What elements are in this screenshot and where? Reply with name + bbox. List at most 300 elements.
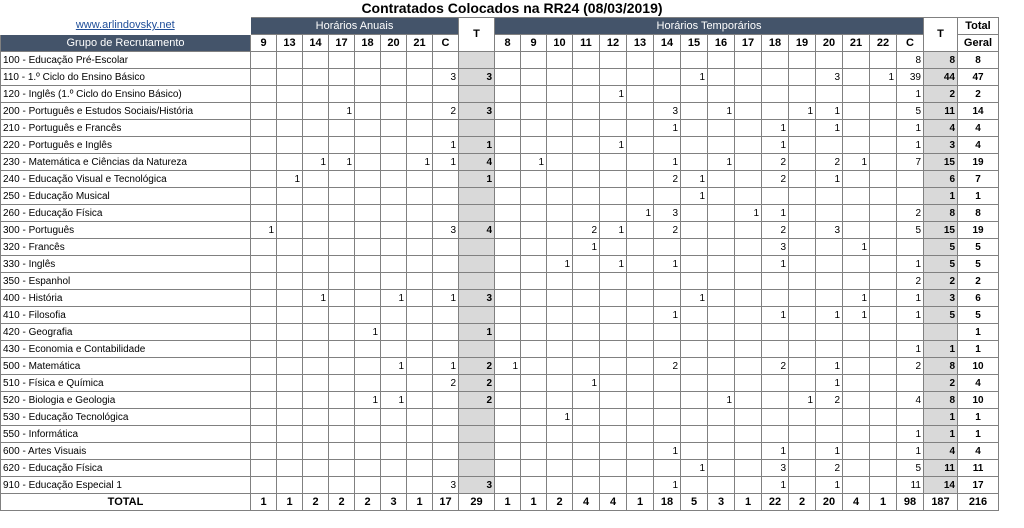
anual-cell xyxy=(329,392,355,409)
temp-cell xyxy=(816,188,843,205)
temp-cell xyxy=(870,103,897,120)
temp-cell xyxy=(495,392,521,409)
temp-col-header: C xyxy=(897,35,924,52)
temp-total-sum: 4 xyxy=(843,494,870,511)
temp-cell xyxy=(521,392,547,409)
anual-cell xyxy=(329,375,355,392)
temp-cell xyxy=(735,477,762,494)
temp-cell xyxy=(654,392,681,409)
table-row xyxy=(1,154,999,171)
temp-cell xyxy=(843,460,870,477)
anual-cell xyxy=(303,324,329,341)
anual-total-cell xyxy=(459,273,495,290)
temp-cell xyxy=(681,120,708,137)
temp-cell xyxy=(521,426,547,443)
temp-col-header: 11 xyxy=(573,35,600,52)
temp-cell xyxy=(843,409,870,426)
anual-cell xyxy=(251,443,277,460)
anual-cell xyxy=(381,409,407,426)
temp-cell xyxy=(627,137,654,154)
temp-cell xyxy=(762,69,789,86)
anual-total-cell: 2 xyxy=(459,375,495,392)
anual-cell: 3 xyxy=(433,477,459,494)
temp-cell: 1 xyxy=(762,443,789,460)
anual-cell xyxy=(329,52,355,69)
temp-cell xyxy=(547,239,573,256)
temp-cell xyxy=(627,460,654,477)
temp-total-sum: 1 xyxy=(495,494,521,511)
temp-cell xyxy=(627,154,654,171)
group-name: 600 - Artes Visuais xyxy=(1,443,251,460)
anual-cell: 1 xyxy=(433,137,459,154)
table-row xyxy=(1,171,999,188)
temp-cell xyxy=(708,460,735,477)
anual-total-cell xyxy=(459,205,495,222)
group-name: 620 - Educação Física xyxy=(1,460,251,477)
temp-cell: 1 xyxy=(654,477,681,494)
anual-cell xyxy=(329,341,355,358)
anual-col-header: 9 xyxy=(251,35,277,52)
temp-cell xyxy=(708,239,735,256)
anual-cell: 2 xyxy=(433,103,459,120)
temp-cell xyxy=(495,290,521,307)
temp-cell xyxy=(735,290,762,307)
temp-cell: 1 xyxy=(681,69,708,86)
temp-cell: 3 xyxy=(762,460,789,477)
anual-cell xyxy=(251,86,277,103)
temp-total-cell: 1 xyxy=(924,409,958,426)
table-row xyxy=(1,324,999,341)
temp-cell xyxy=(573,137,600,154)
anual-cell xyxy=(277,273,303,290)
anual-cell xyxy=(303,137,329,154)
temp-cell xyxy=(600,273,627,290)
temp-cell xyxy=(627,222,654,239)
temp-cell xyxy=(547,120,573,137)
temp-cell xyxy=(762,392,789,409)
anual-cell xyxy=(381,69,407,86)
temp-cell xyxy=(735,443,762,460)
anual-cell xyxy=(355,154,381,171)
temp-cell xyxy=(762,409,789,426)
temp-cell xyxy=(897,409,924,426)
anual-cell xyxy=(277,239,303,256)
table-row xyxy=(1,273,999,290)
temp-cell: 1 xyxy=(897,256,924,273)
temp-cell xyxy=(735,120,762,137)
temp-cell xyxy=(816,324,843,341)
grand-total: 216 xyxy=(958,494,999,511)
anual-cell xyxy=(303,120,329,137)
temp-cell: 1 xyxy=(600,86,627,103)
table-row xyxy=(1,205,999,222)
temp-cell: 1 xyxy=(816,307,843,324)
temp-cell xyxy=(843,477,870,494)
temp-cell xyxy=(762,52,789,69)
anual-cell xyxy=(433,171,459,188)
temp-total-sum: 20 xyxy=(816,494,843,511)
temp-cell xyxy=(708,86,735,103)
temp-cell xyxy=(654,290,681,307)
temp-cell xyxy=(897,375,924,392)
temp-cell xyxy=(495,120,521,137)
anual-cell xyxy=(355,426,381,443)
anual-cell xyxy=(433,392,459,409)
anual-cell xyxy=(251,154,277,171)
temp-cell xyxy=(521,290,547,307)
anual-cell xyxy=(329,137,355,154)
temp-total-cell: 2 xyxy=(924,375,958,392)
anual-cell xyxy=(329,69,355,86)
anual-total-cell: 3 xyxy=(459,69,495,86)
anual-cell xyxy=(381,120,407,137)
temp-cell xyxy=(870,477,897,494)
temp-total-cell: 11 xyxy=(924,103,958,120)
temp-total-cell: 14 xyxy=(924,477,958,494)
temp-cell xyxy=(843,69,870,86)
temp-cell xyxy=(789,205,816,222)
temp-cell xyxy=(708,341,735,358)
temp-cell xyxy=(762,273,789,290)
temp-cell xyxy=(735,171,762,188)
anual-cell: 1 xyxy=(329,103,355,120)
anual-cell xyxy=(251,188,277,205)
total-geral-cell: 1 xyxy=(958,426,999,443)
temp-cell xyxy=(870,222,897,239)
anual-cell xyxy=(355,307,381,324)
temp-cell xyxy=(843,392,870,409)
anual-cell xyxy=(355,52,381,69)
table-row xyxy=(1,358,999,375)
anual-cell xyxy=(329,239,355,256)
temp-cell xyxy=(627,290,654,307)
anual-total-cell xyxy=(459,256,495,273)
temp-cell xyxy=(600,341,627,358)
anual-cell xyxy=(407,358,433,375)
total-geral-cell: 5 xyxy=(958,239,999,256)
temp-cell xyxy=(521,69,547,86)
anual-cell xyxy=(277,205,303,222)
temp-cell xyxy=(521,443,547,460)
anual-cell xyxy=(407,443,433,460)
table-row xyxy=(1,392,999,409)
temp-total-cell: 8 xyxy=(924,392,958,409)
anual-cell xyxy=(407,239,433,256)
temp-cell xyxy=(547,375,573,392)
total-geral-cell: 4 xyxy=(958,137,999,154)
anual-cell xyxy=(381,324,407,341)
anual-total-cell: 3 xyxy=(459,290,495,307)
temp-cell xyxy=(495,222,521,239)
temp-total-cell: 4 xyxy=(924,443,958,460)
anual-cell xyxy=(355,256,381,273)
temp-cell xyxy=(681,358,708,375)
temp-cell xyxy=(816,341,843,358)
anual-cell xyxy=(277,103,303,120)
temp-cell xyxy=(600,120,627,137)
temp-cell xyxy=(547,188,573,205)
total-geral-cell: 8 xyxy=(958,52,999,69)
temp-cell xyxy=(708,256,735,273)
anual-cell xyxy=(407,137,433,154)
temp-col-header: 8 xyxy=(495,35,521,52)
temp-col-header: 12 xyxy=(600,35,627,52)
anual-cell xyxy=(381,222,407,239)
temp-cell xyxy=(573,392,600,409)
temp-cell xyxy=(573,324,600,341)
anual-cell xyxy=(381,341,407,358)
anual-total-cell xyxy=(459,188,495,205)
anuais-header: Horários Anuais xyxy=(251,18,459,35)
anual-cell xyxy=(277,375,303,392)
anual-cell xyxy=(407,324,433,341)
temp-cell: 1 xyxy=(816,358,843,375)
temp-cell xyxy=(627,341,654,358)
anual-cell xyxy=(277,392,303,409)
anual-total-cell xyxy=(459,426,495,443)
temp-col-header: 19 xyxy=(789,35,816,52)
total-geral-cell: 2 xyxy=(958,273,999,290)
temp-cell xyxy=(735,137,762,154)
anual-cell: 1 xyxy=(433,290,459,307)
temp-cell xyxy=(735,324,762,341)
group-name: 120 - Inglês (1.º Ciclo do Ensino Básico) xyxy=(1,86,251,103)
anual-cell xyxy=(355,460,381,477)
anual-cell xyxy=(381,103,407,120)
temp-cell xyxy=(762,290,789,307)
temp-cell xyxy=(495,477,521,494)
website-link[interactable]: www.arlindovsky.net xyxy=(1,18,251,35)
temp-cell: 2 xyxy=(654,171,681,188)
anual-cell xyxy=(251,324,277,341)
temp-col-header: 22 xyxy=(870,35,897,52)
anual-cell xyxy=(433,341,459,358)
total-geral-cell: 19 xyxy=(958,222,999,239)
temp-cell: 7 xyxy=(897,154,924,171)
temp-cell xyxy=(843,256,870,273)
temp-cell xyxy=(681,222,708,239)
temp-cell xyxy=(708,409,735,426)
anual-total-sum: 1 xyxy=(407,494,433,511)
anual-cell xyxy=(433,409,459,426)
temp-cell xyxy=(681,273,708,290)
group-name: 220 - Português e Inglês xyxy=(1,137,251,154)
temp-cell xyxy=(789,222,816,239)
anual-cell: 1 xyxy=(329,154,355,171)
total-geral-cell: 4 xyxy=(958,443,999,460)
temp-cell xyxy=(870,307,897,324)
temp-cell: 5 xyxy=(897,103,924,120)
temp-cell xyxy=(573,477,600,494)
temp-cell xyxy=(708,171,735,188)
temp-cell xyxy=(681,341,708,358)
temp-cell xyxy=(627,443,654,460)
temp-cell xyxy=(600,443,627,460)
anual-cell: 3 xyxy=(433,69,459,86)
temp-cell xyxy=(897,324,924,341)
anual-cell xyxy=(407,290,433,307)
temp-cell xyxy=(735,341,762,358)
total-geral-cell: 19 xyxy=(958,154,999,171)
temp-cell xyxy=(654,188,681,205)
anual-cell xyxy=(251,103,277,120)
temp-cell: 1 xyxy=(816,477,843,494)
anual-cell xyxy=(251,120,277,137)
anual-cell: 1 xyxy=(303,290,329,307)
temp-cell: 1 xyxy=(843,154,870,171)
temp-cell xyxy=(870,137,897,154)
anual-cell xyxy=(329,324,355,341)
anual-cell xyxy=(433,52,459,69)
anual-cell xyxy=(381,256,407,273)
temp-cell: 1 xyxy=(762,307,789,324)
temp-total-cell: 3 xyxy=(924,290,958,307)
anual-cell xyxy=(407,69,433,86)
table-row xyxy=(1,239,999,256)
temp-cell xyxy=(789,171,816,188)
temp-cell xyxy=(816,290,843,307)
anual-cell xyxy=(329,460,355,477)
temp-cell xyxy=(521,307,547,324)
temp-cell: 1 xyxy=(708,392,735,409)
temp-cell xyxy=(870,375,897,392)
temp-cell xyxy=(627,120,654,137)
anual-cell xyxy=(355,69,381,86)
temp-cell xyxy=(870,188,897,205)
temp-cell xyxy=(816,409,843,426)
temp-cell: 1 xyxy=(816,103,843,120)
temp-cell xyxy=(495,341,521,358)
temp-cell xyxy=(708,426,735,443)
anual-cell xyxy=(433,307,459,324)
anual-total-cell xyxy=(459,120,495,137)
temp-cell xyxy=(681,426,708,443)
temp-cell xyxy=(547,222,573,239)
temp-cell xyxy=(816,239,843,256)
anual-cell xyxy=(251,477,277,494)
temp-cell xyxy=(708,120,735,137)
temp-cell xyxy=(870,52,897,69)
t-temp-header: T xyxy=(924,18,958,52)
anual-cell xyxy=(329,426,355,443)
anual-cell xyxy=(251,460,277,477)
anual-cell xyxy=(277,154,303,171)
temp-cell xyxy=(521,375,547,392)
temp-cell xyxy=(789,86,816,103)
temp-cell xyxy=(654,273,681,290)
anual-cell xyxy=(433,239,459,256)
temp-cell: 1 xyxy=(600,137,627,154)
temp-cell: 2 xyxy=(897,358,924,375)
anual-cell xyxy=(303,307,329,324)
group-name: 320 - Francês xyxy=(1,239,251,256)
temp-cell xyxy=(627,171,654,188)
temp-cell xyxy=(573,341,600,358)
temp-cell xyxy=(681,154,708,171)
anual-total-cell xyxy=(459,307,495,324)
totals-row xyxy=(1,494,999,511)
anual-cell xyxy=(355,188,381,205)
temp-cell xyxy=(600,171,627,188)
anual-cell xyxy=(407,273,433,290)
temp-cell xyxy=(708,137,735,154)
anual-cell xyxy=(303,358,329,375)
temp-cell xyxy=(870,205,897,222)
anual-total-cell: 3 xyxy=(459,477,495,494)
temp-cell xyxy=(495,69,521,86)
temp-cell xyxy=(762,103,789,120)
temp-cell xyxy=(681,324,708,341)
group-name: 200 - Português e Estudos Sociais/História xyxy=(1,103,251,120)
anual-total-sum: 2 xyxy=(303,494,329,511)
temp-cell xyxy=(547,273,573,290)
temp-cell xyxy=(600,103,627,120)
temp-cell xyxy=(521,409,547,426)
temp-total-sum: 1 xyxy=(735,494,762,511)
temp-cell xyxy=(843,375,870,392)
temp-col-header: 10 xyxy=(547,35,573,52)
temp-cell xyxy=(521,477,547,494)
anual-cell: 1 xyxy=(303,154,329,171)
temp-cell: 1 xyxy=(897,426,924,443)
temp-cell xyxy=(495,375,521,392)
anual-cell xyxy=(433,188,459,205)
anual-cell xyxy=(407,341,433,358)
temp-cell: 1 xyxy=(708,103,735,120)
anual-cell xyxy=(303,52,329,69)
temp-cell xyxy=(843,103,870,120)
anual-cell: 1 xyxy=(381,358,407,375)
temp-total-sum: 3 xyxy=(708,494,735,511)
group-name: 110 - 1.º Ciclo do Ensino Básico xyxy=(1,69,251,86)
temp-cell xyxy=(547,103,573,120)
temp-cell xyxy=(681,375,708,392)
temp-cell: 1 xyxy=(708,154,735,171)
temp-cell xyxy=(627,375,654,392)
temp-cell xyxy=(843,86,870,103)
temp-cell xyxy=(627,239,654,256)
temp-cell xyxy=(735,103,762,120)
temp-cell xyxy=(573,443,600,460)
temp-total-sum: 98 xyxy=(897,494,924,511)
anual-cell xyxy=(277,426,303,443)
temp-cell xyxy=(843,341,870,358)
temp-cell xyxy=(573,256,600,273)
anual-cell xyxy=(407,222,433,239)
temp-cell xyxy=(573,120,600,137)
temp-cell xyxy=(762,375,789,392)
anual-cell xyxy=(407,205,433,222)
anual-total-sum: 2 xyxy=(355,494,381,511)
anual-cell xyxy=(303,273,329,290)
anual-cell xyxy=(303,171,329,188)
temp-cell xyxy=(573,307,600,324)
temp-total-sum: 2 xyxy=(547,494,573,511)
temp-total-cell: 15 xyxy=(924,222,958,239)
anual-cell: 1 xyxy=(355,324,381,341)
temp-cell xyxy=(547,205,573,222)
anual-cell xyxy=(355,375,381,392)
group-name: 530 - Educação Tecnológica xyxy=(1,409,251,426)
temp-col-header: 21 xyxy=(843,35,870,52)
total-geral-cell: 1 xyxy=(958,341,999,358)
temp-total-cell: 4 xyxy=(924,120,958,137)
anual-col-header: 21 xyxy=(407,35,433,52)
temp-cell xyxy=(762,341,789,358)
temp-cell xyxy=(547,392,573,409)
temp-cell: 1 xyxy=(654,154,681,171)
anual-cell xyxy=(433,86,459,103)
